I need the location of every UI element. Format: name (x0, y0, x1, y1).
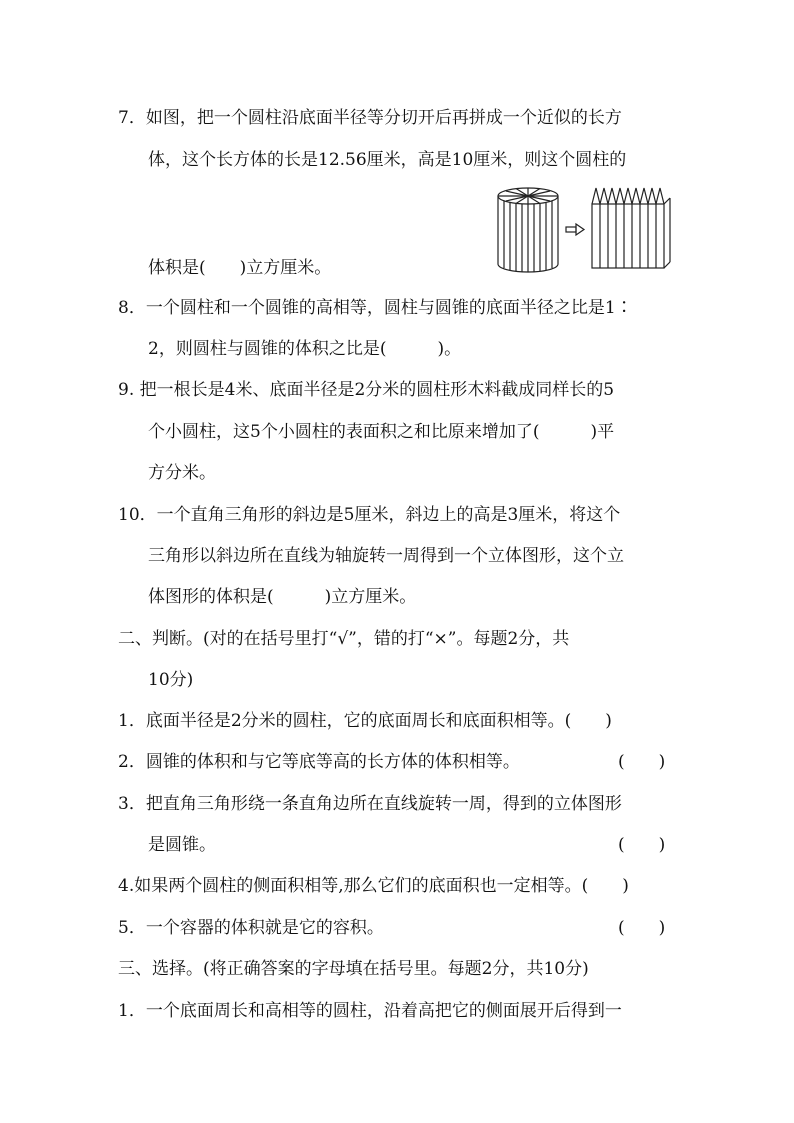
q10-line-1: 10．一个直角三角形的斜边是5厘米，斜边上的高是3厘米，将这个 (118, 505, 621, 525)
judge-item-5-answer-blank[interactable]: ( ) (618, 918, 666, 938)
q9-line-1: 9. 把一根长是4米、底面半径是2分米的圆柱形木料截成同样长的5 (118, 380, 615, 400)
judge-item-3-cont: 是圆锥。 (148, 835, 216, 855)
q7-line-3: 体积是( )立方厘米。 (148, 258, 332, 278)
section2-heading-line-2: 10分) (148, 670, 194, 690)
q7-line-2: 体，这个长方体的长是12.56厘米，高是10厘米，则这个圆柱的 (148, 150, 627, 170)
judge-item-3-answer-blank[interactable]: ( ) (618, 835, 666, 855)
judge-item-5: 5．一个容器的体积就是它的容积。 (118, 918, 384, 938)
q7-line-1: 7．如图，把一个圆柱沿底面半径等分切开后再拼成一个近似的长方 (118, 108, 622, 128)
cylinder-to-cuboid-figure (496, 184, 672, 274)
judge-item-4: 4.如果两个圆柱的侧面积相等,那么它们的底面积也一定相等。( ) (118, 876, 629, 896)
q8-line-1: 8．一个圆柱和一个圆锥的高相等，圆柱与圆锥的底面半径之比是1∶ (118, 298, 633, 318)
q9-line-2: 个小圆柱，这5个小圆柱的表面积之和比原来增加了( )平 (148, 422, 615, 442)
section3-heading: 三、选择。(将正确答案的字母填在括号里。每题2分，共10分) (118, 959, 589, 979)
q9-line-3: 方分米。 (148, 463, 216, 483)
choice-q1-line-1: 1．一个底面周长和高相等的圆柱，沿着高把它的侧面展开后得到一 (118, 1001, 622, 1021)
judge-item-2: 2．圆锥的体积和与它等底等高的长方体的体积相等。 (118, 752, 520, 772)
judge-item-2-answer-blank[interactable]: ( ) (618, 752, 666, 772)
judge-item-1: 1．底面半径是2分米的圆柱，它的底面周长和底面积相等。( ) (118, 711, 612, 731)
judge-item-3: 3．把直角三角形绕一条直角边所在直线旋转一周，得到的立体图形 (118, 794, 622, 814)
q10-line-3: 体图形的体积是( )立方厘米。 (148, 587, 417, 607)
q10-line-2: 三角形以斜边所在直线为轴旋转一周得到一个立体图形，这个立 (148, 546, 624, 566)
section2-heading-line-1: 二、判断。(对的在括号里打“√”，错的打“×”。每题2分，共 (118, 629, 570, 649)
q8-line-2: 2，则圆柱与圆锥的体积之比是( )。 (148, 339, 462, 359)
